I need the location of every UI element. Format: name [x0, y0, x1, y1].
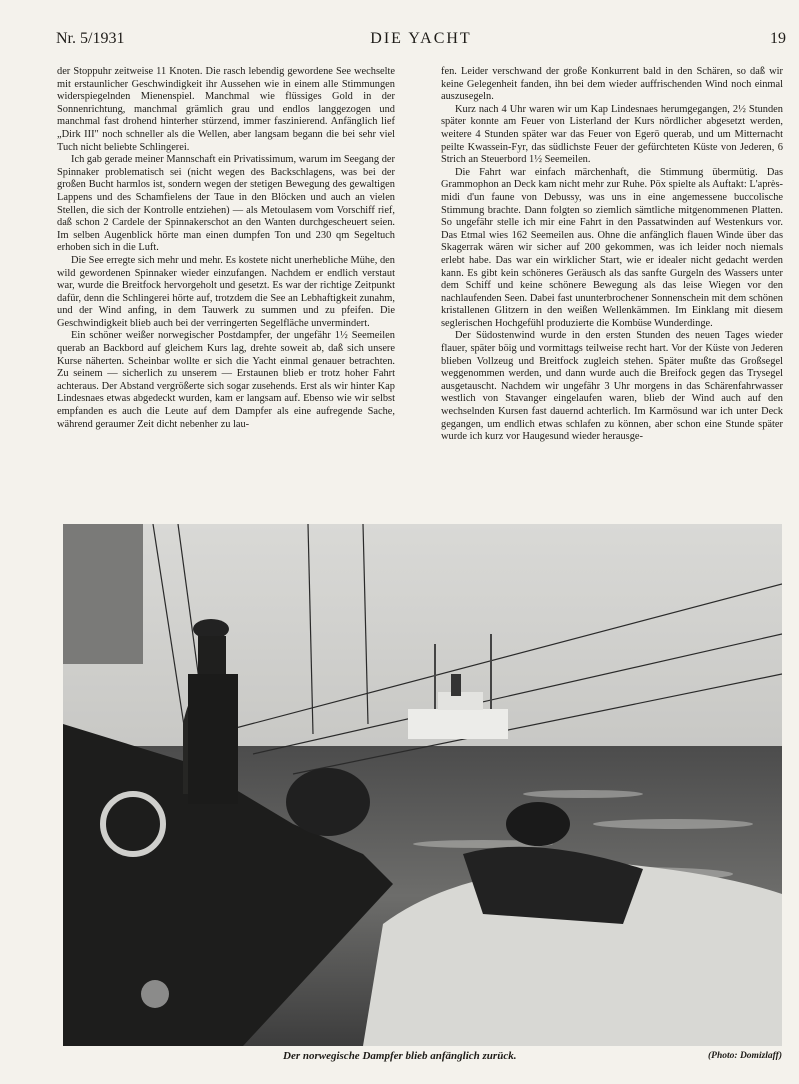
photo-caption: Der norwegische Dampfer blieb anfänglich zurück. [283, 1050, 517, 1062]
paragraph: Kurz nach 4 Uhr waren wir um Kap Lindesnaes herumgegangen, 2½ Stunden später konnte am Feuer von Listerland der Kurs nördlicher abgesetzt werden, weitere 4 Stunden später war das Feuer von Egerö querab, und um Mitternacht peilte Kwassein-Fyr, das südlichste Feuer der gefürchteten Küste von Jederen, 6 Strich an Steuerbord 1½ Seemeilen. [441, 103, 783, 166]
paragraph: Der Südostenwind wurde in den ersten Stunden des neuen Tages wieder flauer, später böig und vormittags teilweise recht hart. Vor der Küste von Jederen blieben Vollzeug und Breitfock zugleich stehen. Später mußte das Großsegel weggenommen werden, und dann wurde auch die Breifock gegen das Trysegel ausgetauscht. Nachdem wir ungefähr 3 Uhr morgens in das Schärenfahrwasser westlich von Stavanger eingelaufen waren, blieb der Wind auch auf den wechselnden Kursen fast dauernd achterlich. Im Karmösund war ich unter Deck gegangen, um endlich etwas schlafen zu können, aber schon eine Stunde später wurde ich kurz vor Haugesund wieder herausge- [441, 330, 783, 443]
left-text-column [57, 66, 395, 431]
paragraph: Die Fahrt war einfach märchenhaft, die Stimmung übermütig. Das Grammophon an Deck kam nicht mehr zur Ruhe. Pöx spielte als Auftakt: L'après-midi d'un faune von Debussy, was uns in eine angemessene buccolische Stimmung brachte. Dann folgten so ziemlich sämtliche mitgenommenen Platten. So ungefähr stelle ich mir eine Fahrt in den Passatwinden auf Westenkurs vor. Das Etmal wies 162 Seemeilen aus. Ohne die anfänglich flauen Winde über das Skagerrak wären wir sicher auf 200 gekommen, was ich leider noch niemals erlebt habe. Das war ein wirklicher Start, wie er idealer nicht gedacht werden kann. Es gibt kein schöneres Geräusch als das sanfte Gurgeln des Wassers unter dem Schiff und keine schönere Bewegung als das leise Wiegen vor den nachlaufenden Seen. Dabei fast ununterbrochener Sonnenschein mit dem schönen kristallenen Glitzern in den weißen Wellenkämmen. Im Einklang mit diesem seglerischen Hochgefühl produzierte die Kombüse Wunderdinge. [441, 166, 783, 329]
right-text-column [441, 66, 783, 444]
paragraph: Ein schöner weißer norwegischer Postdampfer, der ungefähr 1½ Seemeilen querab an Backbord auf gleichem Kurs lag, drehte soweit ab, daß sich unsere Kurse näherten. Scheinbar wollte er sich die Yacht einmal genauer betrachten. Zu seinem — sicherlich zu unserem — Erstaunen blieb er trotz hoher Fahrt achteraus. Der Abstand vergrößerte sich sogar zusehends. Erst als wir hinter Kap Lindesnaes etwas abgedeckt wurden, kam er langsam auf. Ebenso wie wir selbst empfanden es auch die Leute auf dem Dampfer als eine aufregende Sache, während geraumer Zeit dicht nebenher zu lau- [57, 330, 395, 430]
steamer-photograph [63, 524, 782, 1046]
page-number: 19 [770, 30, 786, 47]
paragraph: Die See erregte sich mehr und mehr. Es kostete nicht unerhebliche Mühe, den wild gewordenen Spinnaker wieder einzufangen. Nachdem er endlich verstaut war, wurde die Breitfock hervorgeholt und gesetzt. Es war der richtige Zeitpunkt dafür, denn die Schlingerei hörte auf, trotzdem die See an Lebhaftigkeit zunahm, und der Wind anfing, in dem Tauwerk zu summen und zu pfeifen. Die Geschwindigkeit blieb auch bei der verringerten Segelfläche unvermindert. [57, 254, 395, 329]
seated-figure-head [286, 768, 370, 836]
sail-shadow [63, 524, 143, 664]
issue-number: Nr. 5/1931 [56, 30, 125, 47]
photo-illustration [63, 524, 782, 1046]
magazine-title: DIE YACHT [370, 30, 472, 47]
paragraph: Ich gab gerade meiner Mannschaft ein Privatissimum, warum im Seegang der Spinnaker problematisch sei (nicht wegen des Backschlagens, was bei der großen Bucht harmlos ist, sondern wegen der stetigen Bewegung des gewaltigen Lappens und des Schamfielens der Taue in den Blöcken und auch an vielen Stellen, die sich der Kontrolle entziehen) — als Metoulasem vom Vorschiff rief, daß schon 2 Cardele der Spinnakerschot an den Wanten durchgescheuert seien. Im selben Augenblick hörte man einen dumpfen Ton und 230 qm Segeltuch erhoben sich in die Luft. [57, 154, 395, 254]
paragraph: fen. Leider verschwand der große Konkurrent bald in den Schären, so daß wir keine Gelegenheit fanden, ihn bei dem wieder auffrischenden Wind noch einmal auszusegeln. [441, 66, 783, 103]
page-header [56, 30, 786, 52]
photo-caption-bar [63, 1050, 782, 1070]
photo-credit: (Photo: Domizlaff) [708, 1051, 782, 1061]
paragraph: der Stoppuhr zeitweise 11 Knoten. Die rasch lebendig gewordene See wechselte mit erstaunlicher Geschwindigkeit ihr Aussehen wie in einem alle Stimmungen widerspiegelnden Mienenspiel. Manchmal wie flüssiges Gold in der Sonnenrichtung, manchmal grämlich grau und endlos langgezogen und manchmal fast drohend hinterher stürzend, immer faszinierend. Anfänglich lief „Dirk III" noch schneller als die Wellen, aber langsam begann die bei sehr viel Tuch nicht beliebte Schlingerei. [57, 66, 395, 153]
seated-figure-head-2 [506, 802, 570, 846]
